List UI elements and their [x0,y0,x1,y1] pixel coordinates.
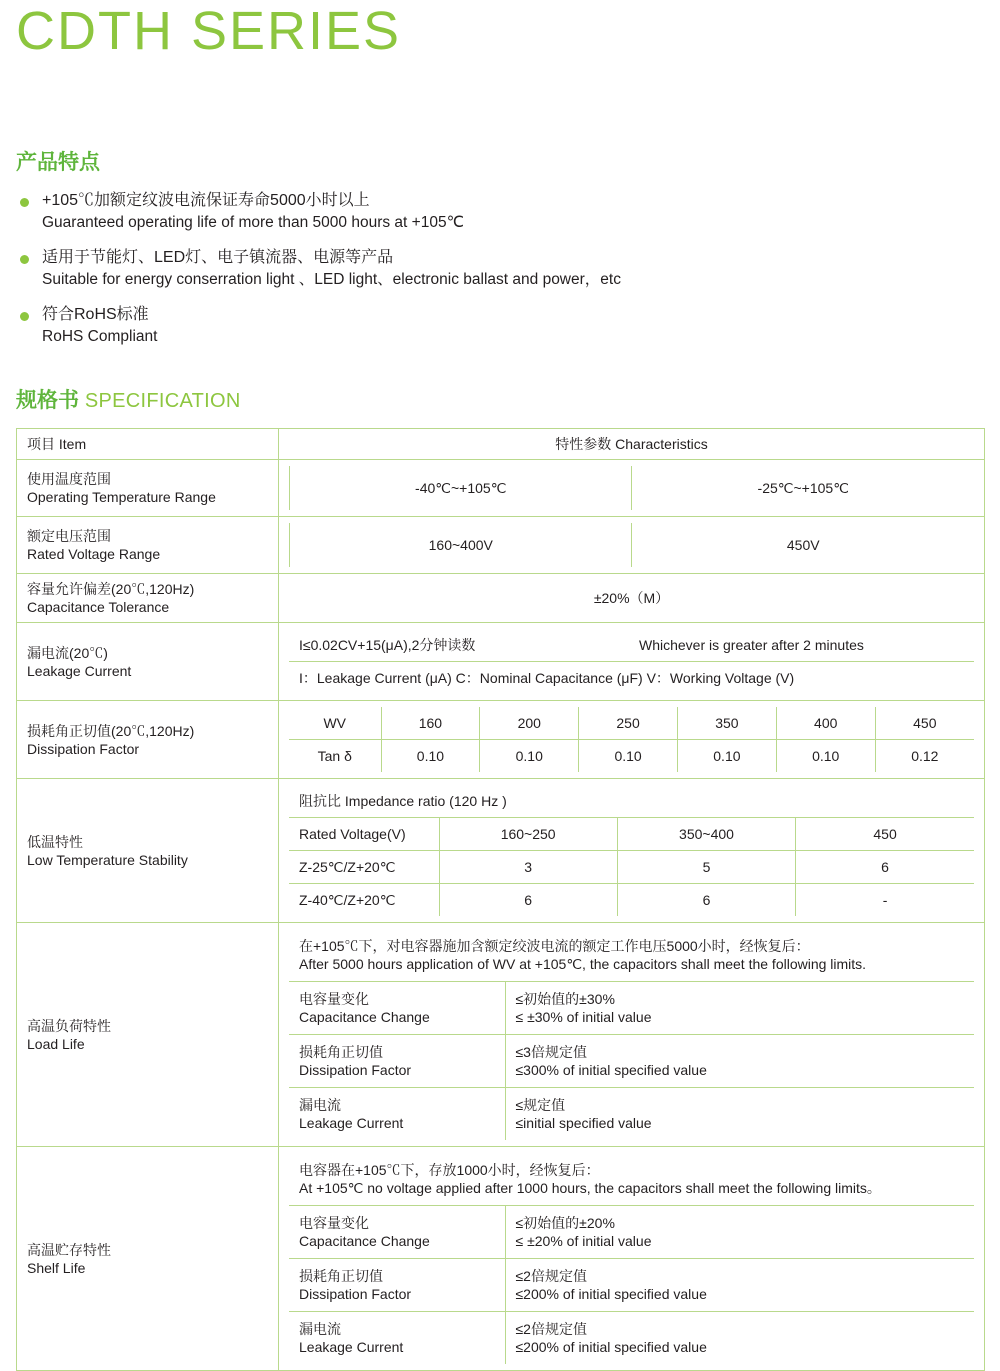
row-value-low-temperature [279,779,985,923]
dissipation-tan-1: 0.10 [480,740,579,773]
low-temp-z40-label: Z-40℃/Z+20℃ [289,884,439,917]
label-cn: 漏电流(20℃) [27,644,108,661]
dissipation-wv-3: 350 [677,707,776,740]
spec-heading-en: SPECIFICATION [84,390,241,412]
row-label-rated-voltage [17,517,279,574]
sub-label-cn: 损耗角正切值 [299,1044,383,1060]
load-life-sub-value-1 [505,1035,974,1088]
rated-voltage-value-1: 160~400V [290,523,632,567]
features-heading: 产品特点 [16,151,100,174]
sub-label-cn: 电容量变化 [299,991,369,1007]
rated-voltage-value-2: 450V [632,523,974,567]
shelf-life-sub-label-2 [289,1312,505,1365]
spec-heading [16,384,984,414]
table-row [17,517,985,574]
feature-text-cn: +105℃加额定纹波电流保证寿命5000小时以上 [42,192,370,209]
label-en: Dissipation Factor [27,740,140,757]
dissipation-wv-2: 250 [579,707,678,740]
row-value-operating-temperature [279,460,985,517]
feature-text-cn: 适用于节能灯、LED灯、电子镇流器、电源等产品 [42,249,394,266]
shelf-life-sub-value-0 [505,1206,974,1259]
col-header-item: 项目 Item [17,429,279,460]
sub-value-cn: ≤规定值 [515,1097,566,1113]
row-value-capacitance-tolerance: ±20%（M） [279,574,985,623]
low-temp-z25-0: 3 [439,851,617,884]
table-row [17,574,985,623]
load-life-sub-label-2 [289,1088,505,1141]
leakage-formula-row [289,629,974,662]
dissipation-wv-0: 160 [381,707,480,740]
impedance-ratio-title: 阻抗比 Impedance ratio (120 Hz ) [289,785,974,818]
load-life-sub-label-1 [289,1035,505,1088]
sub-label-en: Capacitance Change [299,1009,430,1025]
shelf-life-sub-label-1 [289,1259,505,1312]
sub-value-cn: ≤2倍规定值 [515,1321,587,1337]
row-label-leakage-current [17,623,279,701]
feature-text-en: Guaranteed operating life of more than 5000 hours at +105℃ [42,214,464,231]
shelf-life-sub-value-2 [505,1312,974,1365]
dissipation-tan-label: Tan δ [289,740,381,773]
row-label-shelf-life [17,1147,279,1371]
table-row [17,460,985,517]
table-row [17,701,985,779]
low-temp-z40-1: 6 [617,884,795,917]
sub-label-en: Dissipation Factor [299,1286,412,1302]
sub-label-cn: 电容量变化 [299,1215,369,1231]
sub-value-en: ≤300% of initial specified value [515,1062,707,1078]
low-temp-z25-label: Z-25℃/Z+20℃ [289,851,439,884]
sub-label-cn: 漏电流 [299,1321,341,1337]
table-row [17,779,985,923]
load-life-note-en: After 5000 hours application of WV at +105℃, the capacitors shall meet the following limits. [299,956,867,972]
load-life-note-cn: 在+105℃下，对电容器施加含额定绞波电流的额定工作电压5000小时，经恢复后： [299,938,810,954]
sub-value-en: ≤ ±30% of initial value [515,1009,652,1025]
dissipation-tan-3: 0.10 [677,740,776,773]
feature-text-en: RoHS Compliant [42,328,158,345]
sub-value-en: ≤200% of initial specified value [515,1286,707,1302]
row-label-low-temperature [17,779,279,923]
feature-text-cn: 符合RoHS标准 [42,306,149,323]
row-label-load-life [17,923,279,1147]
low-temp-rated-1: 350~400 [617,818,795,851]
shelf-life-sub-label-0 [289,1206,505,1259]
label-en: Low Temperature Stability [27,851,188,868]
label-en: Operating Temperature Range [27,489,216,505]
list-item [16,247,984,291]
table-row [17,923,985,1147]
label-cn: 使用温度范围 [27,471,111,487]
dissipation-wv-5: 450 [875,707,974,740]
leakage-legend: I：Leakage Current (μA) C：Nominal Capacitance (μF) V：Working Voltage (V) [289,662,974,695]
label-cn: 高温负荷特性 [27,1017,111,1034]
label-cn: 容量允许偏差(20℃,120Hz) [27,581,195,597]
list-item [16,304,984,348]
shelf-life-note-cn: 电容器在+105℃下，存放1000小时，经恢复后： [299,1162,600,1178]
feature-text-en: Suitable for energy conserration light 、LED light、electronic ballast and power，etc [42,271,621,288]
shelf-life-sub-value-1 [505,1259,974,1312]
low-temp-rated-label: Rated Voltage(V) [289,818,439,851]
leakage-formula-en: Whichever is greater after 2 minutes [639,637,864,653]
dissipation-wv-label: WV [289,707,381,740]
load-life-sub-label-0 [289,982,505,1035]
sub-label-en: Dissipation Factor [299,1062,412,1078]
sub-label-cn: 漏电流 [299,1097,341,1113]
table-row [17,429,985,460]
leakage-formula-cn: I≤0.02CV+15(μA),2分钟读数 [299,637,476,653]
shelf-life-note-en: At +105℃ no voltage applied after 1000 hours, the capacitors shall meet the following limits。 [299,1180,881,1196]
row-value-load-life [279,923,985,1147]
sub-value-cn: ≤初始值的±20% [515,1215,615,1231]
table-row [17,623,985,701]
row-value-dissipation-factor [279,701,985,779]
row-value-shelf-life [279,1147,985,1371]
col-header-characteristics: 特性参数 Characteristics [279,429,985,460]
sub-label-cn: 损耗角正切值 [299,1268,383,1284]
sub-label-en: Capacitance Change [299,1233,430,1249]
label-en: Capacitance Tolerance [27,599,170,615]
specification-table [16,428,985,1371]
sub-value-cn: ≤初始值的±30% [515,991,615,1007]
dissipation-tan-2: 0.10 [579,740,678,773]
row-label-dissipation-factor [17,701,279,779]
label-cn: 低温特性 [27,833,83,850]
bullet-icon [20,198,29,207]
spec-heading-cn: 规格书 [16,389,79,412]
shelf-life-note [289,1153,974,1206]
low-temp-rated-0: 160~250 [439,818,617,851]
low-temp-z40-2: - [796,884,974,917]
label-en: Load Life [27,1035,85,1052]
row-value-rated-voltage [279,517,985,574]
sub-label-en: Leakage Current [299,1115,404,1131]
label-cn: 额定电压范围 [27,528,111,544]
features-list [16,190,984,348]
dissipation-tan-5: 0.12 [875,740,974,773]
load-life-note [289,929,974,982]
page-title: CDTH SERIES [16,1,402,61]
label-cn: 损耗角正切值(20℃,120Hz) [27,722,195,739]
sub-value-cn: ≤2倍规定值 [515,1268,587,1284]
op-temp-value-2: -25℃~+105℃ [632,466,974,510]
sub-label-en: Leakage Current [299,1339,404,1355]
low-temp-rated-2: 450 [796,818,974,851]
label-cn: 高温贮存特性 [27,1241,111,1258]
load-life-sub-value-2 [505,1088,974,1141]
low-temp-z25-2: 6 [796,851,974,884]
op-temp-value-1: -40℃~+105℃ [290,466,632,510]
dissipation-wv-1: 200 [480,707,579,740]
low-temp-z25-1: 5 [617,851,795,884]
row-value-leakage-current [279,623,985,701]
sub-value-en: ≤200% of initial specified value [515,1339,707,1355]
sub-value-en: ≤initial specified value [515,1115,652,1131]
sub-value-cn: ≤3倍规定值 [515,1044,587,1060]
label-en: Leakage Current [27,662,132,679]
label-en: Rated Voltage Range [27,546,161,562]
dissipation-tan-4: 0.10 [776,740,875,773]
dissipation-wv-4: 400 [776,707,875,740]
table-row [17,1147,985,1371]
sub-value-en: ≤ ±20% of initial value [515,1233,652,1249]
bullet-icon [20,312,29,321]
bullet-icon [20,255,29,264]
row-label-operating-temperature [17,460,279,517]
list-item [16,190,984,234]
dissipation-tan-0: 0.10 [381,740,480,773]
row-label-capacitance-tolerance [17,574,279,623]
label-en: Shelf Life [27,1259,86,1276]
load-life-sub-value-0 [505,982,974,1035]
low-temp-z40-0: 6 [439,884,617,917]
